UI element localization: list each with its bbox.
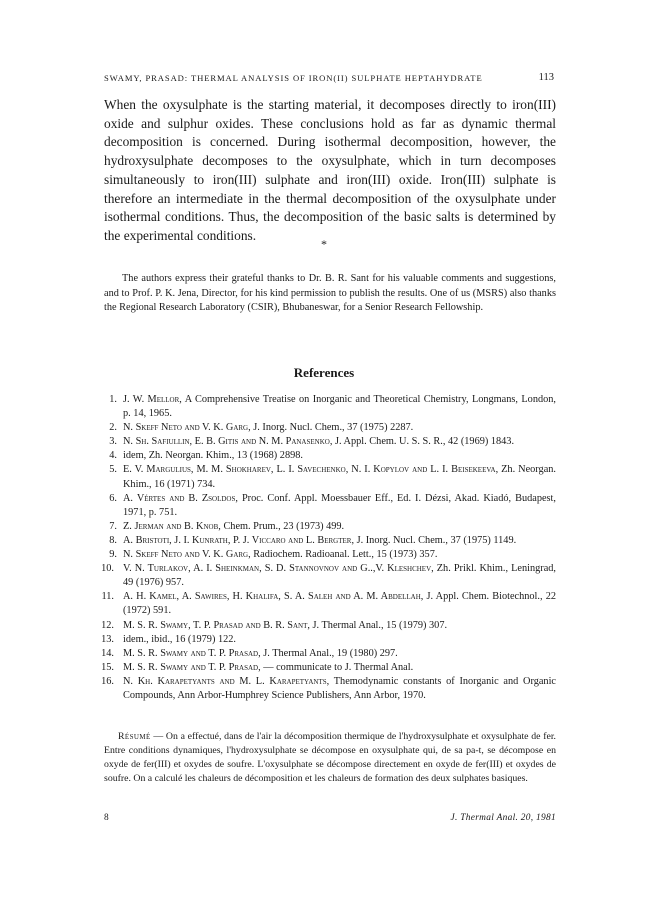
reference-item	[101, 675, 557, 703]
reference-text	[120, 590, 556, 618]
reference-source: J. Appl. Chem. Biotechnol., 22 (1972) 591.	[123, 591, 556, 617]
reference-text	[120, 520, 556, 534]
reference-source: J. Appl. Chem. U. S. S. R., 42 (1969) 1843.	[334, 436, 515, 448]
reference-authors: J. W. Mellor,	[123, 394, 182, 405]
reference-item	[104, 492, 556, 520]
reference-item	[101, 647, 556, 661]
running-title: SWAMY, PRASAD: THERMAL ANALYSIS OF IRON(II) SULPHATE HEPTAHYDRATE	[104, 73, 483, 83]
reference-source: idem., ibid., 16 (1979) 122.	[123, 633, 236, 645]
reference-number: 1.	[109, 394, 117, 405]
reference-number: 12.	[101, 619, 114, 631]
reference-text	[120, 548, 556, 562]
references-heading: References	[293, 365, 355, 380]
reference-text	[120, 435, 556, 449]
reference-number: 16.	[101, 675, 114, 687]
reference-text	[120, 661, 556, 675]
reference-number: 8.	[109, 534, 117, 546]
reference-source: J. Inorg. Nucl. Chem., 37 (1975) 1149.	[356, 534, 517, 546]
reference-number: 10.	[101, 563, 114, 575]
reference-source: A Comprehensive Treatise on Inorganic and Theoretical Chemistry, Longmans, London, p. 14, 1965.	[123, 394, 556, 420]
reference-item	[104, 393, 556, 421]
reference-item	[101, 590, 556, 618]
reference-number: 9.	[109, 549, 117, 561]
reference-number: 15.	[101, 661, 114, 673]
reference-number: 2.	[109, 422, 117, 434]
reference-item	[101, 661, 556, 675]
reference-number: 6.	[109, 492, 117, 504]
reference-number: 14.	[101, 647, 114, 659]
acknowledgement: The authors express their grateful thanks to Dr. B. R. Sant for his valuable comments and suggestions, and to Prof. P. K. Jena, Director, for his kind permission to publish the results. One of us (MSRS) also thanks the Regional Research Laboratory (CSIR), Bhubaneswar, for a Senior Research Fellowship.	[104, 273, 556, 313]
reference-text	[120, 492, 556, 520]
reference-authors: Z. Jerman and B. Knob,	[123, 520, 221, 532]
reference-text	[120, 619, 556, 633]
reference-item	[101, 633, 556, 647]
reference-source: Zh. Neorgan. Khim., 16 (1971) 734.	[123, 464, 556, 490]
reference-source: Proc. Conf. Appl. Moessbauer Eff., Ed. I. Dézsi, Akad. Kiadó, Budapest, 1971, p. 751.	[123, 492, 556, 518]
resume-abstract	[104, 730, 556, 786]
reference-number: 5.	[109, 464, 117, 476]
reference-source: J. Thermal Anal., 15 (1979) 307.	[312, 619, 448, 631]
reference-item	[101, 562, 557, 590]
reference-text	[120, 393, 556, 421]
reference-authors: E. V. Margulius, M. M. Shokharev, L. I. Savechenko, N. I. Kopylov and L. I. Beisekeeva,	[123, 464, 499, 476]
footer-page-number: 8	[104, 813, 109, 823]
reference-text	[120, 463, 556, 491]
footer-journal-citation: J. Thermal Anal. 20, 1981	[450, 813, 556, 823]
reference-authors: A. H. Kamel, A. Sawires, H. Khalifa, S. A. Saleh and A. M. Abdellah,	[123, 591, 424, 603]
resume-text: — On a effectué, dans de l'air la décomposition thermique de l'hydroxysulphate et oxysulphate de fer. Entre conditions dynamiques, l'hydroxysulphate se décompose en oxysulphate qui, de sa pa-t, se décompose en oxyde de fer(III) et oxydes de soufre. L'oxysulphate se décompose directement en oxyde de fer(III) et oxydes de soufre. On a calculé les chaleurs de décomposition et les chaleurs de formation des deux sulphates basiques.	[104, 731, 556, 785]
reference-text	[120, 633, 556, 647]
reference-item	[104, 520, 556, 534]
reference-authors: A. Bristoti, J. I. Kunrath, P. J. Viccaro and L. Bergter,	[123, 534, 355, 546]
reference-source: Zh. Prikl. Khim., Leningrad, 49 (1976) 957.	[123, 563, 557, 589]
reference-text	[120, 534, 556, 548]
reference-number: 7.	[109, 520, 117, 532]
reference-authors: M. S. R. Swamy and T. P. Prasad,	[123, 647, 261, 659]
reference-item	[104, 534, 556, 548]
reference-number: 3.	[109, 436, 117, 448]
reference-authors: M. S. R. Swamy, T. P. Prasad and B. R. Sant,	[123, 619, 310, 631]
reference-list	[101, 393, 557, 703]
reference-text	[120, 675, 556, 703]
reference-text	[120, 421, 556, 435]
reference-source: J. Thermal Anal., 19 (1980) 297.	[263, 647, 398, 659]
reference-authors: A. Vértes and B. Zsoldos,	[123, 492, 238, 504]
reference-item	[104, 421, 556, 435]
reference-item	[101, 619, 556, 633]
reference-item	[104, 463, 556, 491]
reference-number: 4.	[109, 450, 117, 462]
reference-authors: N. Skeff Neto and V. K. Garg,	[123, 549, 251, 561]
reference-number: 13.	[101, 633, 114, 645]
reference-item	[104, 548, 556, 562]
reference-item	[104, 435, 556, 449]
reference-text	[120, 449, 556, 463]
reference-authors: N. Sh. Safiullin, E. B. Gitis and N. M. Panasenko,	[123, 436, 333, 448]
reference-text	[120, 562, 556, 590]
reference-number: 11.	[101, 591, 114, 603]
resume-label: Résumé	[118, 731, 151, 742]
reference-source: J. Inorg. Nucl. Chem., 37 (1975) 2287.	[253, 422, 414, 434]
reference-item	[104, 449, 556, 463]
reference-authors: N. Kh. Karapetyants and M. L. Karapetyants,	[123, 675, 330, 687]
reference-authors: V. N. Turlakov, A. I. Sheinkman, S. D. Stannovnov and G..,V. Kleshchev,	[123, 563, 434, 575]
section-separator: *	[321, 237, 327, 251]
reference-source: Radiochem. Radioanal. Lett., 15 (1973) 357.	[253, 549, 438, 561]
reference-source: idem, Zh. Neorgan. Khim., 13 (1968) 2898.	[123, 450, 303, 462]
running-head	[104, 73, 554, 83]
page-number: 113	[538, 72, 554, 83]
body-paragraph: When the oxysulphate is the starting material, it decomposes directly to iron(III) oxide and sulphur oxides. These conclusions hold as far as dynamic thermal decomposition is concerned. During isothermal decomposition, however, the hydroxysulphate decomposes to the oxysulphate, which in turn decomposes simultaneously to iron(III) sulphate and iron(III) oxide. Iron(III) sulphate is therefore an intermediate in the thermal decomposition of the oxysulphate under isothermal conditions. Thus, the decomposition of the basic salts is determined by the experimental conditions.	[104, 97, 556, 243]
reference-authors: M. S. R. Swamy and T. P. Prasad,	[123, 661, 261, 673]
reference-source: — communicate to J. Thermal Anal.	[263, 661, 414, 673]
reference-source: Chem. Prum., 23 (1973) 499.	[223, 520, 345, 532]
reference-authors: N. Skeff Neto and V. K. Garg,	[123, 422, 251, 434]
reference-text	[120, 647, 556, 661]
reference-source: Themodynamic constants of Inorganic and Organic Compounds, Ann Arbor-Humphrey Science Publishers, Ann Arbor, 1970.	[123, 675, 557, 701]
